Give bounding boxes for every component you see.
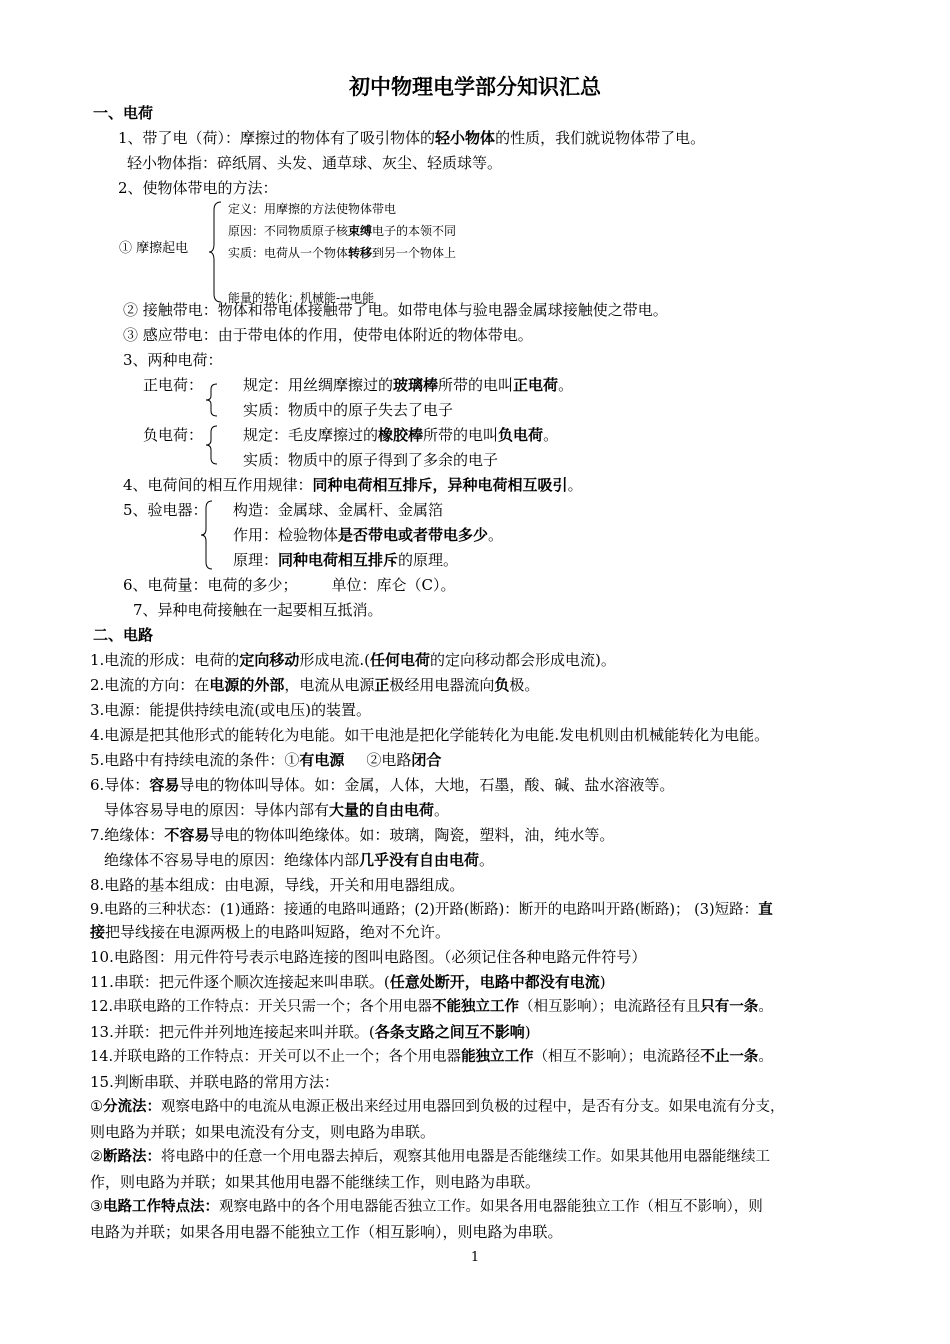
text-line: 则电路为并联；如果电流没有分支，则电路为串联。 <box>90 1123 436 1141</box>
text-line: 11.串联：把元件逐个顺次连接起来叫串联。(任意处断开，电路中都没有电流) <box>90 973 606 991</box>
text-line: 绝缘体不容易导电的原因：绝缘体内部几乎没有自由电荷。 <box>104 851 495 869</box>
text-line: 导体容易导电的原因：导体内部有大量的自由电荷。 <box>104 801 450 819</box>
text-line: 4、电荷间的相互作用规律：同种电荷相互排斥，异种电荷相互吸引。 <box>123 476 583 494</box>
text-line: 8.电路的基本组成：由电源，导线，开关和用电器组成。 <box>90 876 465 894</box>
text-line: 4.电源是把其他形式的能转化为电能。如干电池是把化学能转化为电能.发电机则由机械能转化为电能。 <box>90 726 770 744</box>
text-line: 接把导线接在电源两极上的电路叫短路，绝对不允许。 <box>90 923 451 941</box>
text-line: 9.电路的三种状态：(1)通路：接通的电路叫通路；(2)开路(断路)：断开的电路叫开路(断路)； (3)短路：直 <box>90 901 773 918</box>
text-line: 1、带了电（荷）：摩擦过的物体有了吸引物体的轻小物体的性质，我们就说物体带了电。 <box>118 129 706 147</box>
section-heading-circuit: 二、电路 <box>93 626 154 644</box>
text-line: ①分流法：观察电路中的电流从电源正极出来经过用电器回到负极的过程中，是否有分支。如果电流有分支， <box>90 1098 785 1115</box>
friction-cause: 原因：不同物质原子核束缚电子的本领不同 <box>228 224 457 238</box>
brace-icon <box>200 500 214 570</box>
text-line: 13.并联：把元件并列地连接起来叫并联。(各条支路之间互不影响) <box>90 1023 531 1041</box>
text-line: ③电路工作特点法：观察电路中的各个用电器能否独立工作。如果各用电器能独立工作（相互不影响），则 <box>90 1198 763 1215</box>
text-line: 6.导体：容易导电的物体叫导体。如：金属，人体，大地，石墨，酸、碱、盐水溶液等。 <box>90 776 675 794</box>
positive-charge-rule: 规定：用丝绸摩擦过的玻璃棒所带的电叫正电荷。 <box>243 376 574 394</box>
friction-label: ① 摩擦起电 <box>119 241 189 256</box>
text-line: ③ 感应带电：由于带电体的作用，使带电体附近的物体带电。 <box>123 326 533 344</box>
text-line: ② 接触带电：物体和带电体接触带了电。如带电体与验电器金属球接触使之带电。 <box>123 301 668 319</box>
brace-icon <box>208 200 224 304</box>
text-line: 12.串联电路的工作特点：开关只需一个；各个用电器不能独立工作（相互影响）；电流路径有且只有一条。 <box>90 998 773 1015</box>
text-line: 1.电流的形成：电荷的定向移动形成电流.(任何电荷的定向移动都会形成电流)。 <box>90 651 616 669</box>
page-title: 初中物理电学部分知识汇总 <box>349 74 601 99</box>
positive-charge-essence: 实质：物质中的原子失去了电子 <box>243 401 454 419</box>
text-line: 3.电源：能提供持续电流(或电压)的装置。 <box>90 701 372 719</box>
brace-icon <box>205 383 219 417</box>
section-heading-charge: 一、电荷 <box>93 104 154 122</box>
text-line: 2、使物体带电的方法： <box>118 179 278 197</box>
text-line: 15.判断串联、并联电路的常用方法： <box>90 1073 339 1091</box>
text-line: 7、异种电荷接触在一起要相互抵消。 <box>133 601 383 619</box>
text-line: 14.并联电路的工作特点：开关可以不止一个；各个用电器能独立工作（相互不影响）；电流路径不止一条。 <box>90 1048 773 1065</box>
text-line: 7.绝缘体：不容易导电的物体叫绝缘体。如：玻璃，陶瓷，塑料，油，纯水等。 <box>90 826 615 844</box>
negative-charge-rule: 规定：毛皮摩擦过的橡胶棒所带的电叫负电荷。 <box>243 426 559 444</box>
page-number: 1 <box>470 1250 480 1265</box>
text-line: 3、两种电荷： <box>123 351 223 369</box>
friction-definition: 定义：用摩擦的方法使物体带电 <box>228 202 397 216</box>
electroscope-structure: 构造：金属球、金属杆、金属箔 <box>233 501 444 519</box>
negative-charge-label: 负电荷： <box>143 426 204 444</box>
electroscope-principle: 原理：同种电荷相互排斥的原理。 <box>233 551 459 569</box>
text-line: 6、电荷量：电荷的多少； 单位：库仑（C）。 <box>123 576 456 594</box>
text-line: 电路为并联；如果各用电器不能独立工作（相互影响），则电路为串联。 <box>90 1223 563 1241</box>
text-line: ②断路法：将电路中的任意一个用电器去掉后，观察其他用电器是否能继续工作。如果其他用电器能继续工 <box>90 1148 770 1165</box>
text-line: 作，则电路为并联；如果其他用电器不能继续工作，则电路为串联。 <box>90 1173 541 1191</box>
friction-essence: 实质：电荷从一个物体转移到另一个物体上 <box>228 246 457 260</box>
friction-energy: 能量的转化：机械能-→电能 <box>228 291 375 305</box>
electroscope-function: 作用：检验物体是否带电或者带电多少。 <box>233 526 504 544</box>
brace-icon <box>205 425 219 465</box>
text-line: 轻小物体指：碎纸屑、头发、通草球、灰尘、轻质球等。 <box>127 154 503 172</box>
text-line: 5.电路中有持续电流的条件：①有电源 ②电路闭合 <box>90 751 442 769</box>
text-line: 2.电流的方向：在电源的外部，电流从电源正极经用电器流向负极。 <box>90 676 540 694</box>
electroscope-label: 5、验电器： <box>123 501 208 519</box>
text-line: 10.电路图：用元件符号表示电路连接的图叫电路图。（必须记住各种电路元件符号） <box>90 948 647 966</box>
positive-charge-label: 正电荷： <box>143 376 204 394</box>
negative-charge-essence: 实质：物质中的原子得到了多余的电子 <box>243 451 499 469</box>
